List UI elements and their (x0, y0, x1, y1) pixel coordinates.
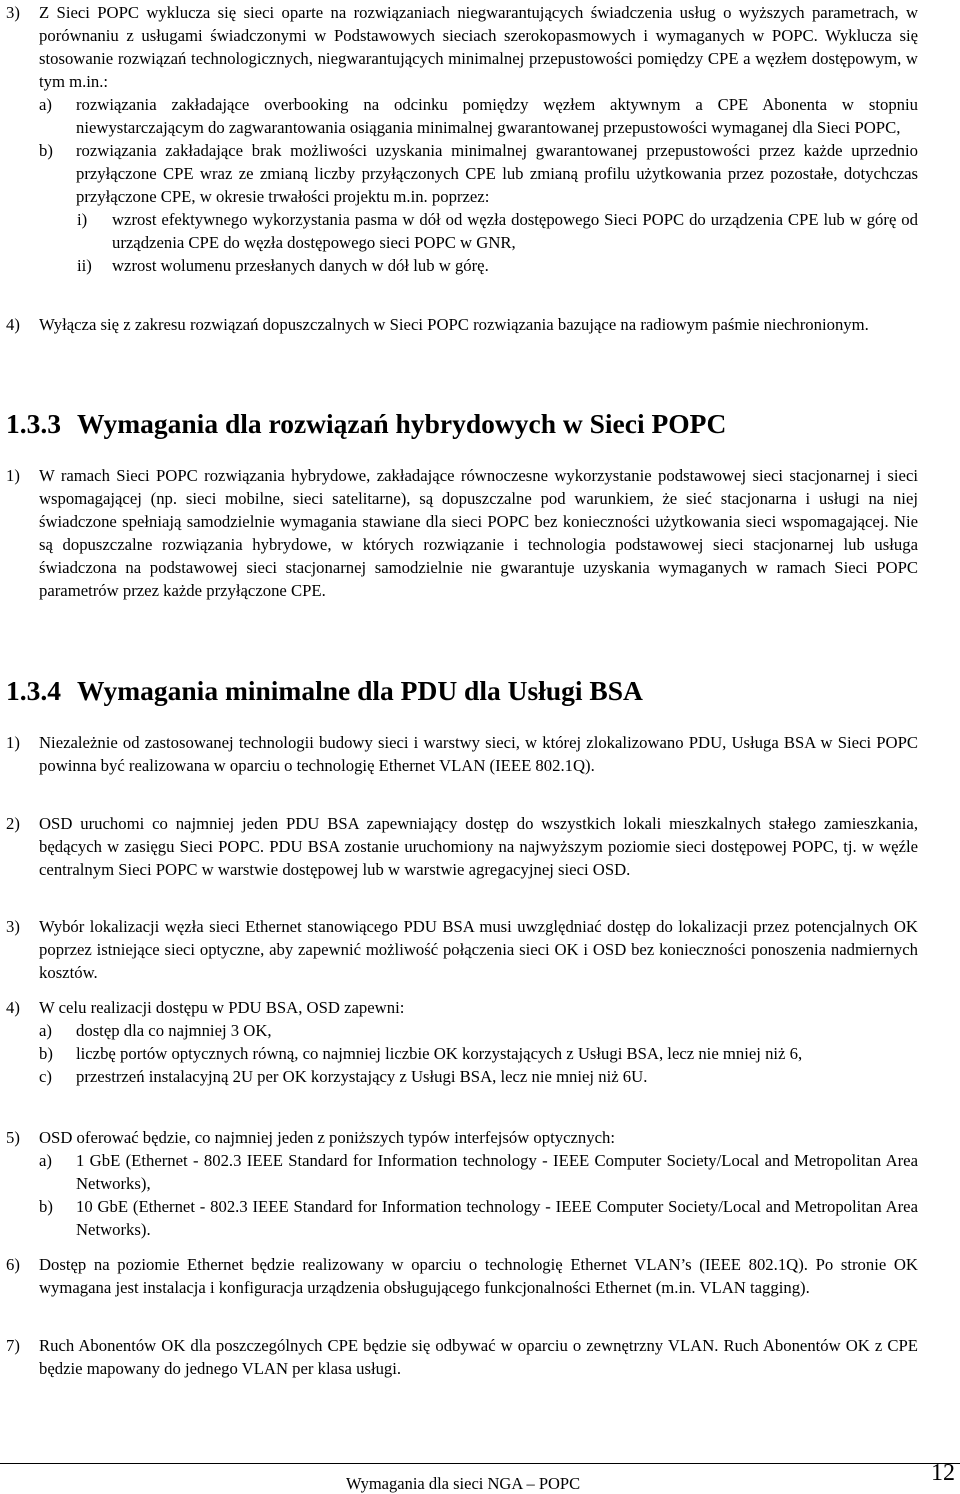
paragraph: wzrost wolumenu przesłanych danych w dół lub w górę. (112, 256, 489, 275)
paragraph: rozwiązania zakładające overbooking na odcinku pomiędzy węzłem aktywnym a CPE Abonenta w stopniu niewystarczającym do zagwarantowania osiągania minimalnej gwarantowanej przepustowości wymaganej dla Sieci POPC, (76, 95, 918, 137)
list-item (0, 915, 960, 984)
paragraph: Wyłącza się z zakresu rozwiązań dopuszczalnych w Sieci POPC rozwiązania bazujące na radiowym paśmie niechronionym. (39, 315, 869, 334)
list-marker: 1) (6, 733, 20, 752)
paragraph: 10 GbE (Ethernet - 802.3 IEEE Standard for Information technology - IEEE Computer Society/Local and Metropolitan Area Networks). (76, 1197, 918, 1239)
section-heading (6, 408, 726, 440)
list-marker: a) (39, 1021, 52, 1040)
paragraph: OSD oferować będzie, co najmniej jeden z poniższych typów interfejsów optycznych: (39, 1128, 615, 1147)
section-number: 1.3.3 (6, 408, 61, 439)
list-item (0, 313, 960, 336)
list-marker: 4) (6, 998, 20, 1017)
list-marker: 3) (6, 917, 20, 936)
paragraph: liczbę portów optycznych równą, co najmniej liczbie OK korzystających z Usługi BSA, lecz nie mniej niż 6, (76, 1044, 803, 1063)
paragraph: Dostęp na poziomie Ethernet będzie realizowany w oparciu o technologię Ethernet VLAN’s (IEEE 802.1Q). Po stronie OK wymagana jest instalacja i konfiguracja urządzenia obsługującego funkcjonalności Ethernet (m.in. VLAN tagging). (39, 1255, 918, 1297)
section-title: Wymagania minimalne dla PDU dla Usługi BSA (77, 675, 643, 706)
list-marker: 5) (6, 1128, 20, 1147)
section-number: 1.3.4 (6, 675, 61, 706)
paragraph: Wybór lokalizacji węzła sieci Ethernet stanowiącego PDU BSA musi uwzględniać dostęp do lokalizacji przez potencjalnych OK poprzez istniejące sieci optyczne, aby zapewnić możliwość połączenia sieci OK i OSD bez konieczności ponoszenia nadmiernych kosztów. (39, 917, 918, 982)
sub-list-item (39, 93, 918, 139)
paragraph: W ramach Sieci POPC rozwiązania hybrydowe, zakładające równoczesne wykorzystanie podstawowej sieci stacjonarnej i sieci wspomagającej (np. sieci mobilne, sieci satelitarne), są dopuszczalne pod warunkiem, że sieć stacjonarna i usługi na niej świadczone spełniają samodzielnie wymagania stawiane dla sieci POPC bez konieczności użytkowania sieci wspomagającej. Nie są dopuszczalne rozwiązania hybrydowe, w których rozwiązanie i technologia podstawowej sieci stacjonarnej lub usługa świadczona na podstawowej sieci stacjonarnej samodzielnie nie gwarantuje uzyskania wymaganych w ramach Sieci POPC parametrów przez każde przyłączone CPE. (39, 466, 918, 600)
paragraph: W celu realizacji dostępu w PDU BSA, OSD zapewni: (39, 998, 405, 1017)
list-marker: 4) (6, 315, 20, 334)
paragraph: Z Sieci POPC wyklucza się sieci oparte na rozwiązaniach niegwarantujących świadczenia usług o wyższych parametrach, w porównaniu z usługami świadczonymi w Podstawowych sieciach szerokopasmowych i wymaganych w POPC. Wyklucza się stosowanie rozwiązań technologicznych, niegwarantujących minimalnej przepustowości pomiędzy CPE a węzłem dostępowym, w tym m.in.: (39, 3, 918, 91)
page-number: 12 (931, 1460, 955, 1486)
list-marker: ii) (77, 256, 92, 275)
list-marker: 3) (6, 3, 20, 22)
paragraph: rozwiązania zakładające brak możliwości uzyskania minimalnej gwarantowanej przepustowości przez każde uprzednio przyłączone CPE wraz ze zmianą liczby przyłączonych CPE lub zmianą profilu użytkowania przez pozostałe, dotychczas przyłączone CPE, w okresie trwałości projektu m.in. poprzez: (76, 141, 918, 206)
list-item (0, 1, 960, 277)
page-footer (0, 1460, 960, 1493)
list-marker: b) (39, 1197, 53, 1216)
list-item (0, 1126, 960, 1241)
sub-list-item (39, 1149, 918, 1195)
paragraph: 1 GbE (Ethernet - 802.3 IEEE Standard for Information technology - IEEE Computer Society/Local and Metropolitan Area Networks), (76, 1151, 918, 1193)
list-marker: 7) (6, 1336, 20, 1355)
section-title: Wymagania dla rozwiązań hybrydowych w Sieci POPC (77, 408, 727, 439)
list-marker: b) (39, 141, 53, 160)
paragraph: wzrost efektywnego wykorzystania pasma w dół od węzła dostępowego Sieci POPC do urządzenia CPE lub w górę od urządzenia CPE do węzła dostępowego sieci POPC w GNR, (112, 210, 918, 252)
paragraph: dostęp dla co najmniej 3 OK, (76, 1021, 272, 1040)
list-item (0, 1334, 960, 1380)
list-marker: c) (39, 1067, 52, 1086)
section-heading (6, 675, 643, 707)
list-marker: i) (77, 210, 88, 229)
paragraph: przestrzeń instalacyjną 2U per OK korzystający z Usługi BSA, lecz nie mniej niż 6U. (76, 1067, 648, 1086)
list-marker: a) (39, 1151, 52, 1170)
list-marker: 1) (6, 466, 20, 485)
list-marker: a) (39, 95, 52, 114)
sub-sub-list-item (77, 208, 918, 254)
list-marker: 6) (6, 1255, 20, 1274)
list-item (0, 996, 960, 1088)
paragraph: Niezależnie od zastosowanej technologii budowy sieci i warstwy sieci, w której zlokalizowano PDU, Usługa BSA w Sieci POPC powinna być realizowana w oparciu o technologię Ethernet VLAN (IEEE 802.1Q). (39, 733, 918, 775)
list-item (0, 464, 960, 602)
list-marker: b) (39, 1044, 53, 1063)
sub-list-item (39, 1195, 918, 1241)
list-item (0, 812, 960, 881)
paragraph: OSD uruchomi co najmniej jeden PDU BSA zapewniający dostęp do wszystkich lokali mieszkalnych stałego zamieszkania, będących w zasięgu Sieci POPC. PDU BSA zostanie uruchomiony na najwyższym poziomie sieci dostępowej POPC, tj. w węźle centralnym Sieci POPC w warstwie dostępowej lub w warstwie agregacyjnej sieci OSD. (39, 814, 918, 879)
sub-list-item (39, 1019, 918, 1042)
sub-list-item (39, 1042, 918, 1065)
sub-sub-list-item (77, 254, 918, 277)
list-item (0, 1253, 960, 1299)
paragraph: Ruch Abonentów OK dla poszczególnych CPE będzie się odbywać w oparciu o zewnętrzny VLAN. Ruch Abonentów OK z CPE będzie mapowany do jednego VLAN per klasa usługi. (39, 1336, 918, 1378)
sub-list-item (39, 139, 918, 208)
list-item (0, 731, 960, 777)
sub-list-item (39, 1065, 918, 1088)
list-marker: 2) (6, 814, 20, 833)
footer-text: Wymagania dla sieci NGA – POPC (346, 1474, 581, 1493)
